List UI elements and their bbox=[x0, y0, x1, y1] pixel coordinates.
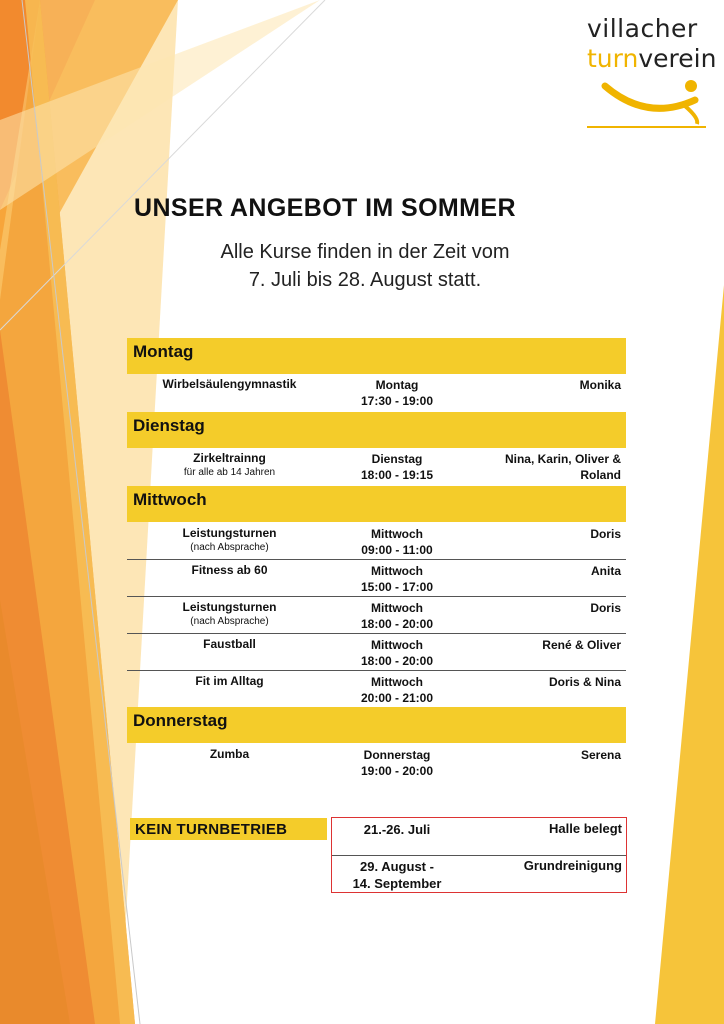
course-schedule bbox=[332, 637, 462, 669]
closed-label-text: KEIN TURNBETRIEB bbox=[135, 821, 288, 838]
course-name: Zumba bbox=[209, 747, 250, 761]
closed-dates-line1: 21.-26. Juli bbox=[363, 822, 431, 837]
course-trainer: Doris & Nina bbox=[548, 675, 621, 689]
page-title: UNSER ANGEBOT IM SOMMER bbox=[134, 194, 516, 222]
course-row bbox=[127, 597, 626, 634]
closed-reason: Grundreinigung bbox=[523, 858, 622, 873]
course-time: 18:00 - 19:15 bbox=[360, 468, 434, 482]
course-time: 18:00 - 20:00 bbox=[360, 617, 434, 631]
subtitle bbox=[200, 238, 530, 294]
day-header-dienstag bbox=[127, 412, 626, 448]
day-header-montag bbox=[127, 338, 626, 374]
course-day: Mittwoch bbox=[371, 638, 423, 652]
course-name: Fitness ab 60 bbox=[191, 563, 268, 577]
course-row bbox=[127, 374, 626, 408]
logo bbox=[587, 14, 717, 132]
course-name-cell bbox=[127, 451, 332, 479]
course-schedule bbox=[332, 563, 462, 595]
course-day: Montag bbox=[375, 378, 419, 392]
day-header-mittwoch bbox=[127, 486, 626, 522]
course-note: (nach Absprache) bbox=[190, 616, 269, 627]
day-header-donnerstag bbox=[127, 707, 626, 743]
closed-dates bbox=[332, 858, 462, 892]
course-schedule bbox=[332, 451, 462, 483]
closed-label bbox=[130, 818, 327, 840]
closed-periods-table bbox=[331, 817, 627, 893]
course-name: Faustball bbox=[203, 637, 256, 651]
course-name: Wirbelsäulengymnastik bbox=[162, 377, 297, 391]
course-day: Donnerstag bbox=[363, 748, 431, 762]
course-row bbox=[127, 448, 626, 482]
course-schedule bbox=[332, 747, 462, 779]
course-day: Mittwoch bbox=[371, 675, 423, 689]
logo-word-turn: turn bbox=[587, 44, 639, 73]
course-name: Leistungsturnen bbox=[182, 526, 277, 540]
course-row bbox=[127, 671, 626, 705]
subtitle-line-2: 7. Juli bis 28. August statt. bbox=[248, 269, 482, 291]
logo-word-verein: verein bbox=[638, 44, 717, 73]
course-time: 20:00 - 21:00 bbox=[360, 691, 434, 705]
course-day: Mittwoch bbox=[371, 601, 423, 615]
closed-reason: Halle belegt bbox=[549, 821, 622, 836]
course-schedule bbox=[332, 674, 462, 706]
course-schedule bbox=[332, 526, 462, 558]
day-label: Donnerstag bbox=[133, 711, 228, 730]
course-row bbox=[127, 560, 626, 597]
course-day: Mittwoch bbox=[371, 564, 423, 578]
subtitle-line-1: Alle Kurse finden in der Zeit vom bbox=[220, 241, 510, 263]
course-time: 18:00 - 20:00 bbox=[360, 654, 434, 668]
course-trainer: Serena bbox=[580, 748, 621, 762]
course-name-cell bbox=[127, 526, 332, 554]
closed-dates-line2: 14. September bbox=[352, 876, 442, 891]
day-label: Dienstag bbox=[133, 416, 205, 435]
course-schedule bbox=[332, 600, 462, 632]
day-label: Mittwoch bbox=[133, 490, 207, 509]
course-trainer: Nina, Karin, Oliver & Roland bbox=[504, 452, 621, 482]
course-time: 17:30 - 19:00 bbox=[360, 394, 434, 408]
logo-swoosh-icon bbox=[587, 14, 709, 132]
course-name-cell bbox=[127, 600, 332, 628]
course-trainer: René & Oliver bbox=[542, 638, 621, 652]
course-time: 09:00 - 11:00 bbox=[361, 543, 433, 557]
closed-dates bbox=[332, 821, 462, 838]
course-trainer: Monika bbox=[579, 378, 621, 392]
course-name: Zirkeltrainng bbox=[193, 451, 266, 465]
course-day: Mittwoch bbox=[371, 527, 423, 541]
course-row bbox=[127, 523, 626, 560]
course-name: Fit im Alltag bbox=[195, 674, 264, 688]
course-trainer: Doris bbox=[590, 601, 621, 615]
course-time: 19:00 - 20:00 bbox=[360, 764, 434, 778]
course-schedule bbox=[332, 377, 462, 409]
logo-word-villacher: villacher bbox=[587, 14, 698, 43]
closed-divider bbox=[332, 855, 626, 856]
course-row bbox=[127, 744, 626, 778]
course-day: Dienstag bbox=[371, 452, 423, 466]
closed-dates-line1: 29. August - bbox=[360, 859, 434, 874]
course-row bbox=[127, 634, 626, 671]
logo-underline bbox=[587, 126, 706, 128]
course-trainer: Anita bbox=[591, 564, 621, 578]
course-note: (nach Absprache) bbox=[190, 542, 269, 553]
course-time: 15:00 - 17:00 bbox=[360, 580, 434, 594]
day-label: Montag bbox=[133, 342, 194, 361]
course-trainer: Doris bbox=[590, 527, 621, 541]
course-note: für alle ab 14 Jahren bbox=[183, 467, 276, 478]
course-name: Leistungsturnen bbox=[182, 600, 277, 614]
